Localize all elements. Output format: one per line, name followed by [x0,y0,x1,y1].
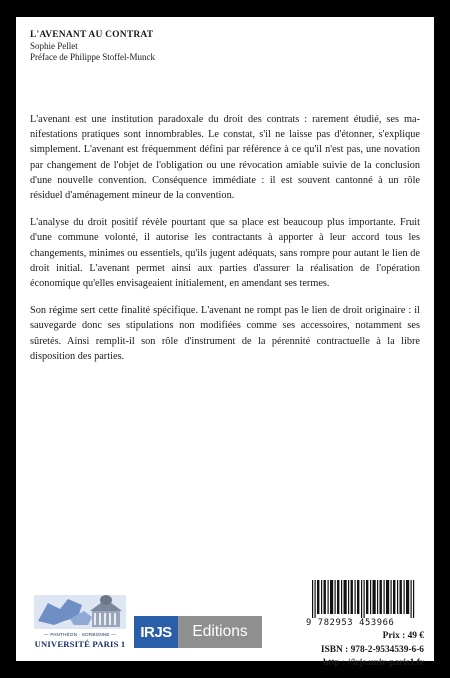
irjs-mark: IRJS [134,616,178,648]
book-title: L'AVENANT AU CONTRAT [30,30,154,40]
book-preface: Préface de Philippe Stoffel-Munck [30,52,156,62]
book-author: Sophie Pellet [30,41,78,51]
barcode-icon [310,580,422,618]
blurb-paragraph-3: Son régime sert cette finalité spécifique. L'avenant ne rompt pas le lien de droit originaire : il sauvegarde donc ses stipulations non modifiées comme ses accessoires, notamment ses sûretés. Ainsi remplit-il son rôle d'instrument de la pérennité contractuelle à la libre disposition des parties. [30,305,420,362]
university-subtitle: — PANTHÉON · SORBONNE — [44,632,116,637]
barcode-digits: 9 782953 453966 [306,618,395,628]
cover-header [30,29,155,63]
book-back-cover [16,17,434,668]
blurb [30,112,420,376]
university-name: UNIVERSITÉ PARIS 1 [34,639,126,649]
price: Prix : 49 € [382,631,424,641]
isbn: ISBN : 978-2-9534539-6-6 [320,645,424,655]
publisher-name: Editions [192,623,248,640]
university-logo [34,591,126,651]
blurb-paragraph-2: L'analyse du droit positif révèle pourtant que sa place est beaucoup plus importante. Fruit d'une commune volonté, il autorise les contractants à apporter à leur accord tous les changements, minimes ou essentiels, qu'ils jugent adéquats, sans rompre pour autant le lien de droit initial. L'avenant permet ainsi aux parties d'assurer la réalisation de l'opération économique qu'elles envisageaient initialement, en amendant ses termes. [30,217,420,290]
pantheon-map-icon [34,591,126,633]
publisher-url: http : //irjs.univ-paris1.fr [322,658,424,668]
blurb-paragraph-1: L'avenant est une institution paradoxale du droit des contrats : rarement étudié, ses manifestations pratiques sont innombrables. Le constat, s'il ne laisse pas d'étonner, s'explique simplement. L'avenant est fréquemment défini par référence à ce qu'il n'est pas, une novation par changement de l'objet de l'obligation ou une révocation amiable suivie de la conclusion d'une nouvelle convention. Conséquence immédiate : il est souvent cantonné à un rôle résiduel d'aménagement mineur de la convention. [30,114,420,202]
publisher-logo [134,616,262,648]
